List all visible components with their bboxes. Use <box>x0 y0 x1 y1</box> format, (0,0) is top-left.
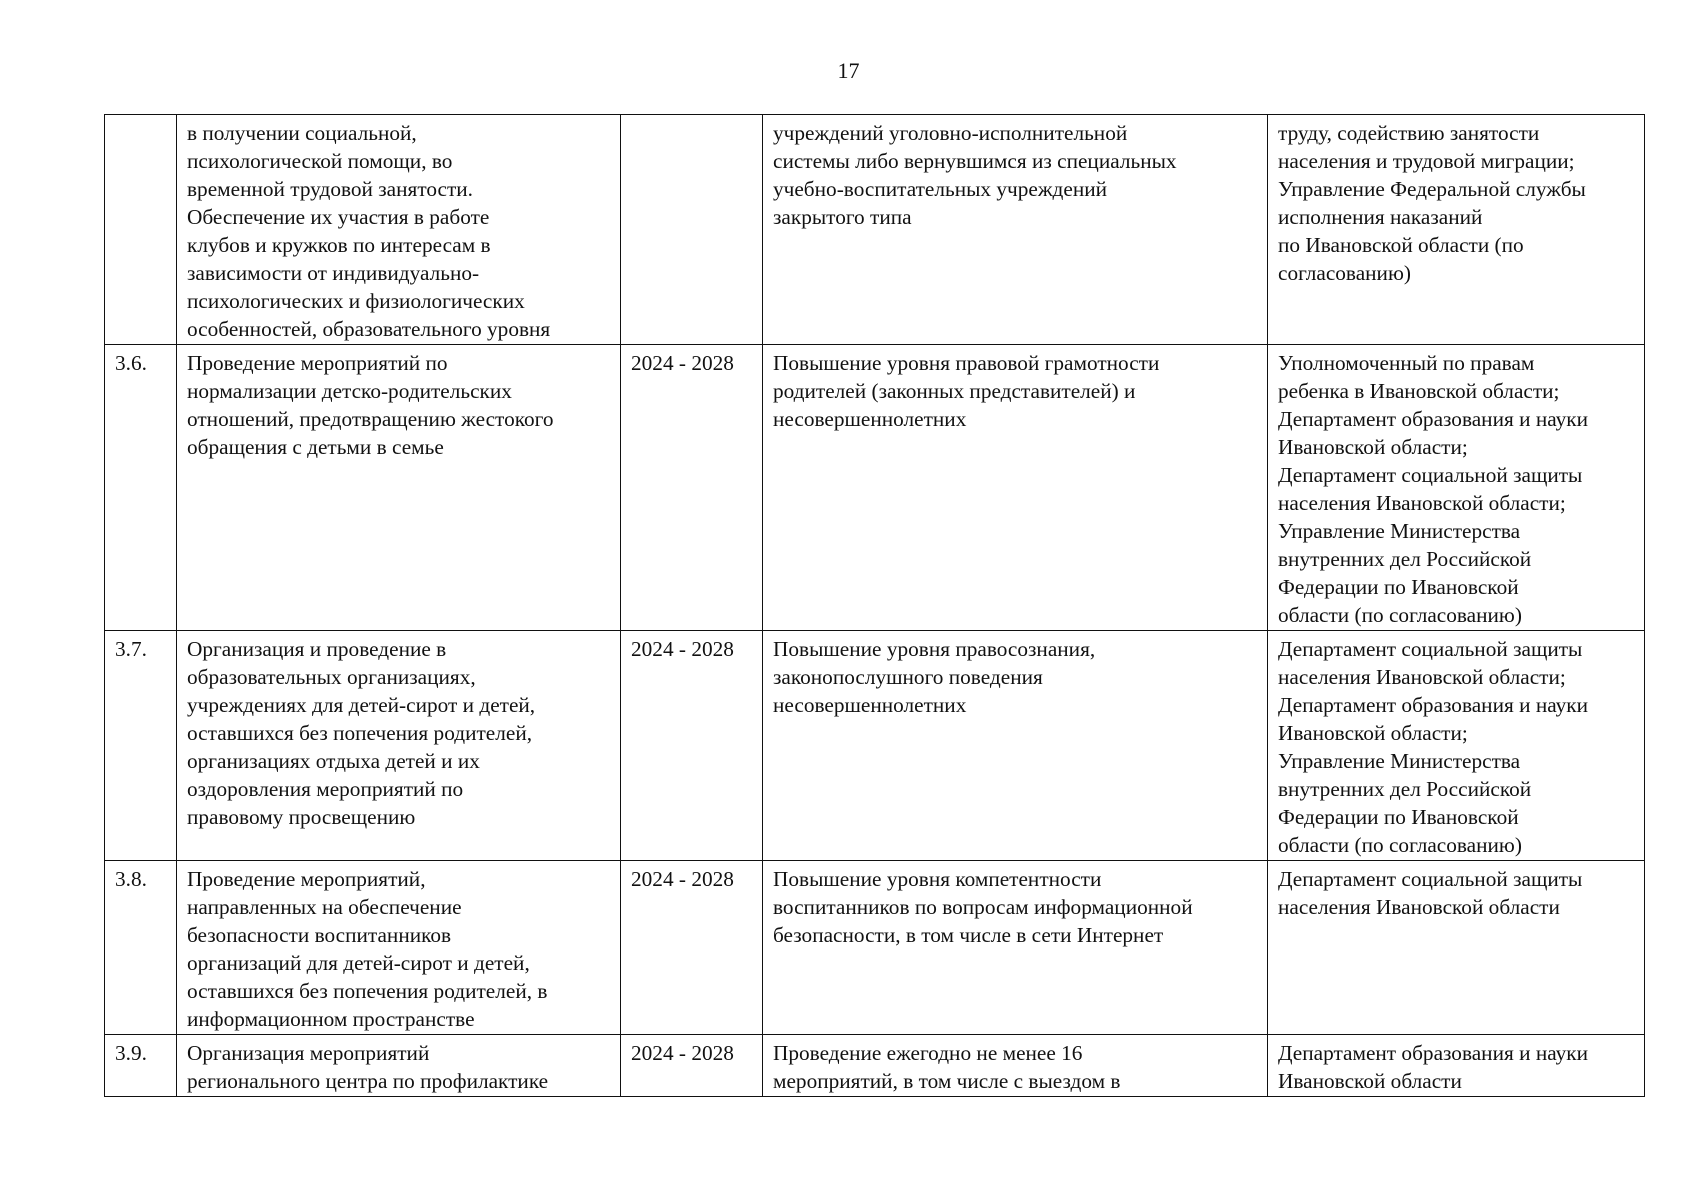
measures-table-body <box>105 115 1645 1097</box>
cell-text-line: несовершеннолетних <box>773 407 967 431</box>
cell-text-line: по Ивановской области (по <box>1278 233 1524 257</box>
cell-text-line: Уполномоченный по правам <box>1278 351 1535 375</box>
cell-text-line: Обеспечение их участия в работе <box>187 205 490 229</box>
cell-text-line: психологических и физиологических <box>187 289 525 313</box>
executors-cell <box>1268 631 1645 861</box>
cell-text-line: воспитанников по вопросам информационной <box>773 895 1193 919</box>
cell-text-line: Проведение мероприятий, <box>187 867 426 891</box>
cell-text-line: Федерации по Ивановской <box>1278 575 1519 599</box>
executors-cell <box>1268 1035 1645 1097</box>
period-cell <box>621 1035 763 1097</box>
table-row <box>105 345 1645 631</box>
cell-text-line: учебно-воспитательных учреждений <box>773 177 1108 201</box>
cell-text-line: Организация мероприятий <box>187 1041 430 1065</box>
cell-text-line: населения Ивановской области <box>1278 895 1560 919</box>
cell-text-line: родителей (законных представителей) и <box>773 379 1136 403</box>
cell-text-line: Департамент образования и науки <box>1278 407 1588 431</box>
item-number-cell <box>105 345 177 631</box>
cell-text-line: особенностей, образовательного уровня <box>187 317 551 341</box>
measure-name-cell <box>177 345 621 631</box>
cell-text-line: закрытого типа <box>773 205 912 229</box>
period-text: 2024 - 2028 <box>631 867 734 891</box>
item-number: 3.8. <box>115 867 147 891</box>
period-cell <box>621 345 763 631</box>
cell-text-line: психологической помощи, во <box>187 149 453 173</box>
cell-text-line: ребенка в Ивановской области; <box>1278 379 1560 403</box>
cell-text-line: труду, содействию занятости <box>1278 121 1540 145</box>
cell-text-line: Повышение уровня компетентности <box>773 867 1102 891</box>
cell-text-line: нормализации детско-родительских <box>187 379 512 403</box>
cell-text-line: Управление Федеральной службы <box>1278 177 1586 201</box>
item-number: 3.7. <box>115 637 147 661</box>
expected-result-cell <box>763 345 1268 631</box>
cell-text-line: Управление Министерства <box>1278 749 1521 773</box>
cell-text-line: образовательных организациях, <box>187 665 476 689</box>
item-number-cell <box>105 861 177 1035</box>
cell-text-line: области (по согласованию) <box>1278 833 1522 857</box>
cell-text-line: Проведение ежегодно не менее 16 <box>773 1041 1083 1065</box>
measure-name-cell <box>177 1035 621 1097</box>
cell-text-line: внутренних дел Российской <box>1278 547 1532 571</box>
expected-result-cell <box>763 861 1268 1035</box>
cell-text-line: учреждениях для детей-сирот и детей, <box>187 693 536 717</box>
item-number: 3.6. <box>115 351 147 375</box>
cell-text-line: обращения с детьми в семье <box>187 435 444 459</box>
cell-text-line: Организация и проведение в <box>187 637 447 661</box>
cell-text-line: Ивановской области; <box>1278 721 1468 745</box>
measures-table <box>104 114 1645 1097</box>
cell-text-line: Проведение мероприятий по <box>187 351 448 375</box>
cell-text-line: оздоровления мероприятий по <box>187 777 464 801</box>
item-number-cell <box>105 1035 177 1097</box>
cell-text-line: согласованию) <box>1278 261 1411 285</box>
cell-text-line: законопослушного поведения <box>773 665 1043 689</box>
cell-text-line: исполнения наказаний <box>1278 205 1483 229</box>
table-row <box>105 861 1645 1035</box>
table-row <box>105 115 1645 345</box>
cell-text-line: внутренних дел Российской <box>1278 777 1532 801</box>
cell-text-line: Ивановской области <box>1278 1069 1462 1093</box>
table-row <box>105 631 1645 861</box>
cell-text-line: Департамент социальной защиты <box>1278 463 1583 487</box>
cell-text-line: Департамент социальной защиты <box>1278 637 1583 661</box>
period-cell <box>621 115 763 345</box>
cell-text-line: Департамент образования и науки <box>1278 693 1588 717</box>
cell-text-line: в получении социальной, <box>187 121 417 145</box>
measure-name-cell <box>177 861 621 1035</box>
cell-text-line: организациях отдыха детей и их <box>187 749 480 773</box>
cell-text-line: информационном пространстве <box>187 1007 475 1031</box>
period-cell <box>621 861 763 1035</box>
cell-text-line: зависимости от индивидуально- <box>187 261 480 285</box>
cell-text-line: Повышение уровня правосознания, <box>773 637 1096 661</box>
cell-text-line: мероприятий, в том числе с выездом в <box>773 1069 1121 1093</box>
measure-name-cell <box>177 115 621 345</box>
expected-result-cell <box>763 115 1268 345</box>
cell-text-line: Управление Министерства <box>1278 519 1521 543</box>
cell-text-line: клубов и кружков по интересам в <box>187 233 491 257</box>
expected-result-cell <box>763 631 1268 861</box>
cell-text-line: организаций для детей-сирот и детей, <box>187 951 530 975</box>
period-text: 2024 - 2028 <box>631 351 734 375</box>
cell-text-line: учреждений уголовно-исполнительной <box>773 121 1128 145</box>
period-cell <box>621 631 763 861</box>
cell-text-line: безопасности, в том числе в сети Интернет <box>773 923 1164 947</box>
table-row <box>105 1035 1645 1097</box>
cell-text-line: оставшихся без попечения родителей, в <box>187 979 548 1003</box>
expected-result-cell <box>763 1035 1268 1097</box>
cell-text-line: системы либо вернувшимся из специальных <box>773 149 1177 173</box>
cell-text-line: населения Ивановской области; <box>1278 665 1566 689</box>
cell-text-line: безопасности воспитанников <box>187 923 452 947</box>
executors-cell <box>1268 115 1645 345</box>
cell-text-line: несовершеннолетних <box>773 693 967 717</box>
item-number: 3.9. <box>115 1041 147 1065</box>
cell-text-line: направленных на обеспечение <box>187 895 462 919</box>
measure-name-cell <box>177 631 621 861</box>
period-text: 2024 - 2028 <box>631 637 734 661</box>
item-number-cell <box>105 115 177 345</box>
cell-text-line: области (по согласованию) <box>1278 603 1522 627</box>
cell-text-line: отношений, предотвращению жестокого <box>187 407 554 431</box>
cell-text-line: населения Ивановской области; <box>1278 491 1566 515</box>
cell-text-line: Ивановской области; <box>1278 435 1468 459</box>
cell-text-line: регионального центра по профилактике <box>187 1069 549 1093</box>
cell-text-line: оставшихся без попечения родителей, <box>187 721 533 745</box>
cell-text-line: правовому просвещению <box>187 805 416 829</box>
cell-text-line: населения и трудовой миграции; <box>1278 149 1575 173</box>
cell-text-line: Федерации по Ивановской <box>1278 805 1519 829</box>
executors-cell <box>1268 861 1645 1035</box>
item-number-cell <box>105 631 177 861</box>
cell-text-line: Департамент социальной защиты <box>1278 867 1583 891</box>
cell-text-line: Повышение уровня правовой грамотности <box>773 351 1160 375</box>
cell-text-line: Департамент образования и науки <box>1278 1041 1588 1065</box>
executors-cell <box>1268 345 1645 631</box>
page-number: 17 <box>837 58 860 83</box>
cell-text-line: временной трудовой занятости. <box>187 177 473 201</box>
period-text: 2024 - 2028 <box>631 1041 734 1065</box>
